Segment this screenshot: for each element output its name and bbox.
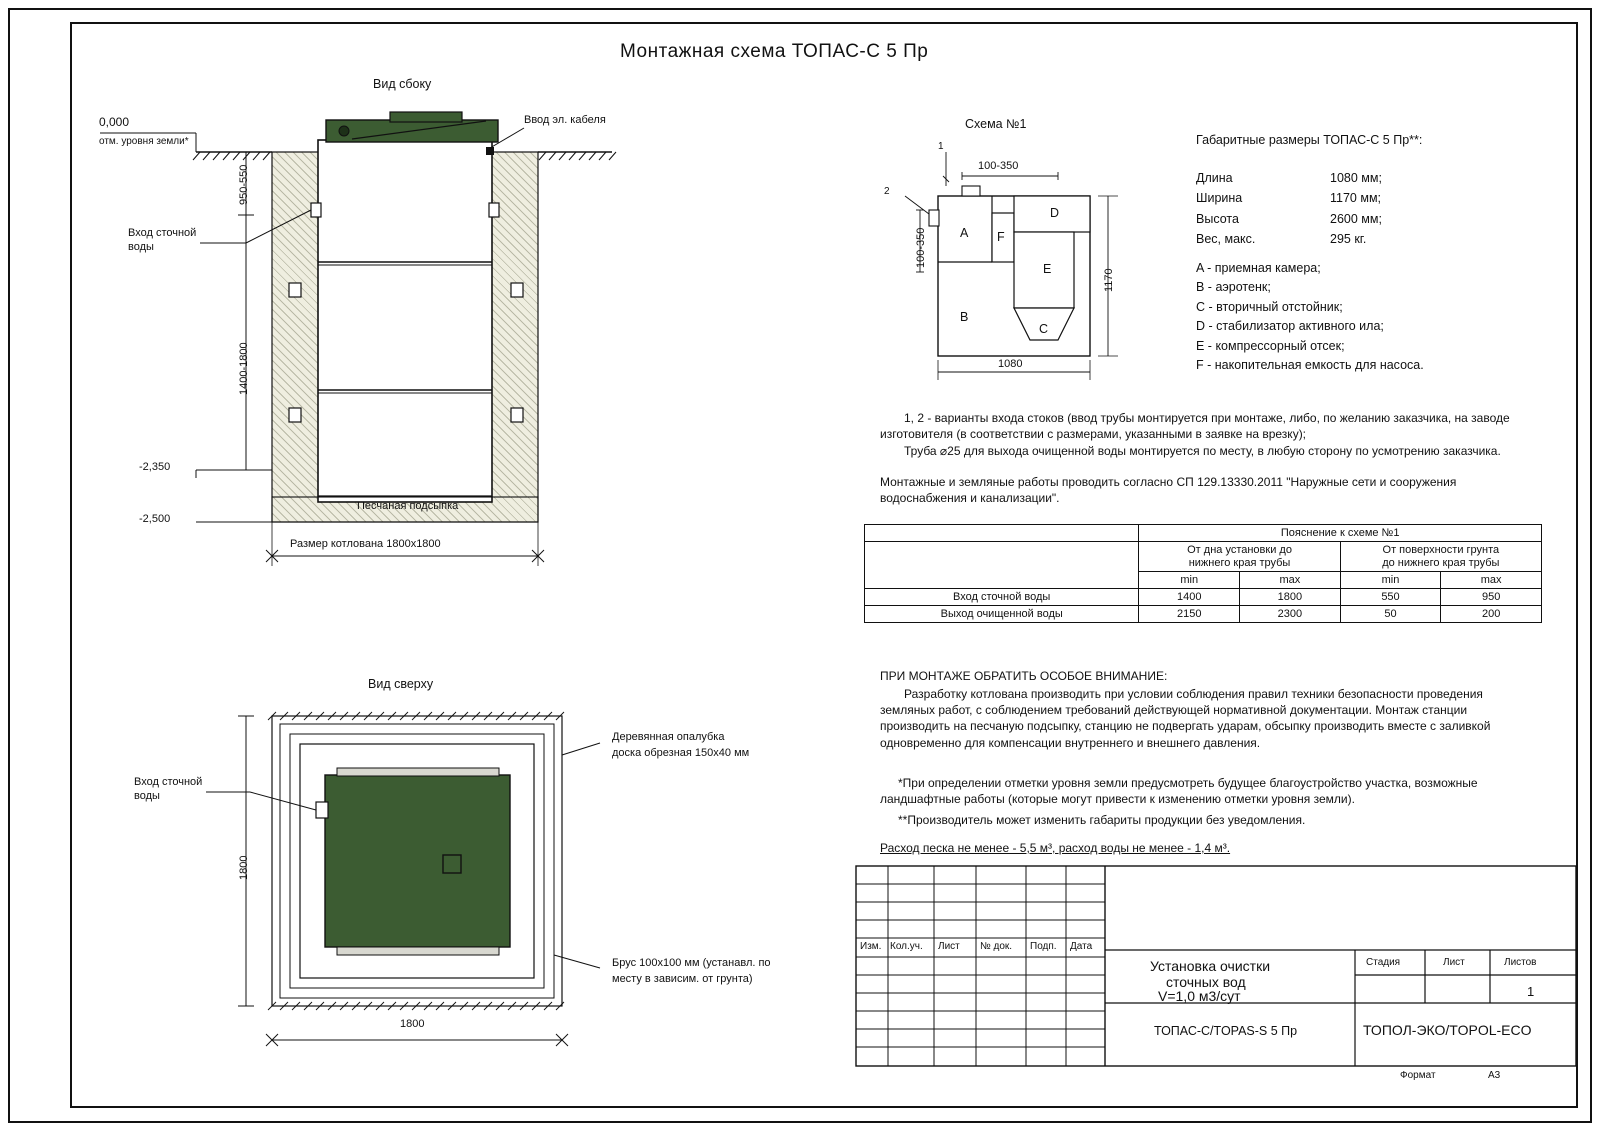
top-dim-horizontal: 1800 (400, 1018, 425, 1030)
scheme1-dim-top: 100-350 (978, 160, 1019, 172)
tb-col-podp: Подп. (1030, 941, 1057, 952)
spec-name-3: Вес, макс. (1196, 231, 1256, 246)
top-inlet-label-l1: Вход сточной (134, 776, 203, 788)
row-1-v2: 50 (1340, 606, 1441, 623)
legend-item-a: A - приемная камера; (1196, 261, 1321, 275)
mark-2500: -2,500 (139, 513, 171, 525)
spec-name-2: Высота (1196, 211, 1239, 226)
side-inlet-label-l2: воды (128, 241, 154, 253)
scheme1-dim-height: 1170 (1103, 268, 1115, 292)
spec-value-1: 1170 мм; (1330, 191, 1382, 206)
legend-item-d: D - стабилизатор активного ила; (1196, 319, 1384, 334)
format-label: Формат (1400, 1070, 1436, 1081)
scheme1-callout-2: 2 (884, 186, 890, 197)
spec-name-0: Длина (1196, 171, 1233, 185)
row-0-v3: 950 (1441, 589, 1542, 606)
note-inlet-variants: 1, 2 - варианты входа стоков (ввод трубы монтируется при монтаже, либо, по желанию заказчика, на заводе изготовителя (в соответствии с размерами, указанными в заявке на врезку); (880, 411, 1510, 442)
note-star-1: *При определении отметки уровня земли предусмотреть будущее благоустройство участка, возможные ландшафтные работы (которые могут привести к изменению отметки уровня земли). (880, 776, 1478, 807)
beam-label-l1: Брус 100х100 мм (устанавл. по (612, 957, 771, 969)
group-h2-line1: От поверхности грунта (1382, 544, 1500, 556)
legend-item-e: E - компрессорный отсек; (1196, 338, 1345, 353)
group-h1-line1: От дна установки до (1187, 544, 1292, 556)
side-view-label: Вид сбоку (373, 77, 432, 91)
object-line-2: сточных вод (1166, 974, 1246, 990)
tb-col-koluch: Кол.уч. (890, 941, 923, 952)
sand-bed-label: Песчаная подсыпка (357, 500, 459, 512)
note-star-2: **Производитель может изменить габариты продукции без уведомления. (898, 813, 1306, 827)
object-line-1: Установка очистки (1150, 958, 1271, 974)
tb-col-ndok: № док. (980, 941, 1013, 952)
row-1-label: Выход очищенной воды (865, 606, 1139, 623)
specs-title: Габаритные размеры ТОПАС-С 5 Пр**: (1196, 133, 1423, 147)
spec-value-3: 295 кг. (1330, 231, 1367, 246)
side-inlet-label-l1: Вход сточной (128, 227, 197, 239)
row-1-v0: 2150 (1139, 606, 1240, 623)
row-0-v2: 550 (1340, 589, 1441, 606)
scheme1-callout-1: 1 (938, 141, 944, 152)
spec-value-0: 1080 мм; (1330, 171, 1382, 185)
tb-col-list: Лист (938, 941, 960, 952)
legend-item-b: B - аэротенк; (1196, 280, 1271, 295)
chamber-b: B (960, 310, 969, 324)
note-outlet-pipe: Труба ⌀25 для выхода очищенной воды монтируется по месту, в любую сторону по усмотрению заказчика. (904, 444, 1501, 458)
level-zero-value: 0,000 (99, 115, 130, 129)
attention-title: ПРИ МОНТАЖЕ ОБРАТИТЬ ОСОБОЕ ВНИМАНИЕ: (880, 669, 1168, 683)
scheme1-title: Схема №1 (965, 117, 1027, 131)
spec-name-1: Ширина (1196, 191, 1243, 206)
mark-2350: -2,350 (139, 461, 171, 473)
sub-header-3: max (1441, 572, 1542, 589)
tb-sheets-value: 1 (1527, 984, 1535, 999)
object-line-3: V=1,0 м3/сут (1158, 988, 1241, 1004)
dim-950-550: 950-550 (238, 164, 250, 205)
formwork-label-l2: доска обрезная 150х40 мм (612, 747, 750, 759)
note-standards: Монтажные и земляные работы проводить согласно СП 129.13330.2011 "Наружные сети и сооружения водоснабжения и канализации". (880, 475, 1457, 506)
tb-sheets-label: Листов (1504, 957, 1537, 968)
sub-header-2: min (1340, 572, 1441, 589)
spec-value-2: 2600 мм; (1330, 211, 1382, 226)
legend-item-f: F - накопительная емкость для насоса. (1196, 357, 1424, 372)
product-code: ТОПАС-С/TOPAS-S 5 Пр (1154, 1024, 1298, 1038)
scheme1-dim-left: 100-350 (915, 227, 927, 268)
page-title: Монтажная схема ТОПАС-С 5 Пр (620, 41, 929, 62)
group-h1-line2: нижнего края трубы (1188, 556, 1291, 569)
row-0-label: Вход сточной воды (865, 589, 1139, 606)
scheme1-dim-width: 1080 (998, 358, 1023, 370)
tb-stage-label: Стадия (1366, 957, 1401, 968)
row-0-v0: 1400 (1139, 589, 1240, 606)
table-title: Пояснение к схеме №1 (1139, 525, 1542, 542)
chamber-d: D (1050, 206, 1060, 220)
attention-body: Разработку котлована производить при условии соблюдения правил техники безопасности проведения земляных работ, с соблюдением требований действующей нормативной документации. Монтаж станции производить на песчаную подсыпку, станцию не подвергать ударам, обсыпку производить вместе с заливкой одновременно для компенсации внутреннего и внешнего давления. (880, 687, 1491, 750)
sub-header-1: max (1240, 572, 1341, 589)
row-1-v1: 2300 (1240, 606, 1341, 623)
company-name: ТОПОЛ-ЭКО/TOPOL-ECO (1363, 1022, 1532, 1038)
sub-header-0: min (1139, 572, 1240, 589)
chamber-c: C (1039, 322, 1049, 336)
group-h2-line2: до нижнего края трубы (1382, 556, 1500, 569)
formwork-label-l1: Деревянная опалубка (612, 731, 725, 743)
chamber-e: E (1043, 262, 1052, 276)
tb-sheet-label: Лист (1443, 957, 1465, 968)
row-1-v3: 200 (1441, 606, 1542, 623)
cable-input-label: Ввод эл. кабеля (524, 114, 606, 126)
top-view-label: Вид сверху (368, 677, 434, 691)
level-zero-note: отм. уровня земли* (99, 136, 189, 147)
chamber-a: A (960, 226, 969, 240)
row-0-v1: 1800 (1240, 589, 1341, 606)
tb-col-izm: Изм. (860, 941, 882, 952)
pit-size-label: Размер котлована 1800x1800 (290, 538, 441, 550)
format-value: А3 (1488, 1070, 1501, 1081)
top-dim-vertical: 1800 (238, 855, 250, 880)
legend-item-c: C - вторичный отстойник; (1196, 299, 1343, 314)
note-consumption: Расход песка не менее - 5,5 м³, расход воды не менее - 1,4 м³. (880, 841, 1231, 855)
top-inlet-label-l2: воды (134, 790, 160, 802)
chamber-f: F (997, 230, 1005, 244)
beam-label-l2: месту в зависим. от грунта) (612, 973, 753, 985)
dim-1400-1800: 1400-1800 (238, 342, 250, 395)
tb-col-data: Дата (1070, 941, 1093, 952)
